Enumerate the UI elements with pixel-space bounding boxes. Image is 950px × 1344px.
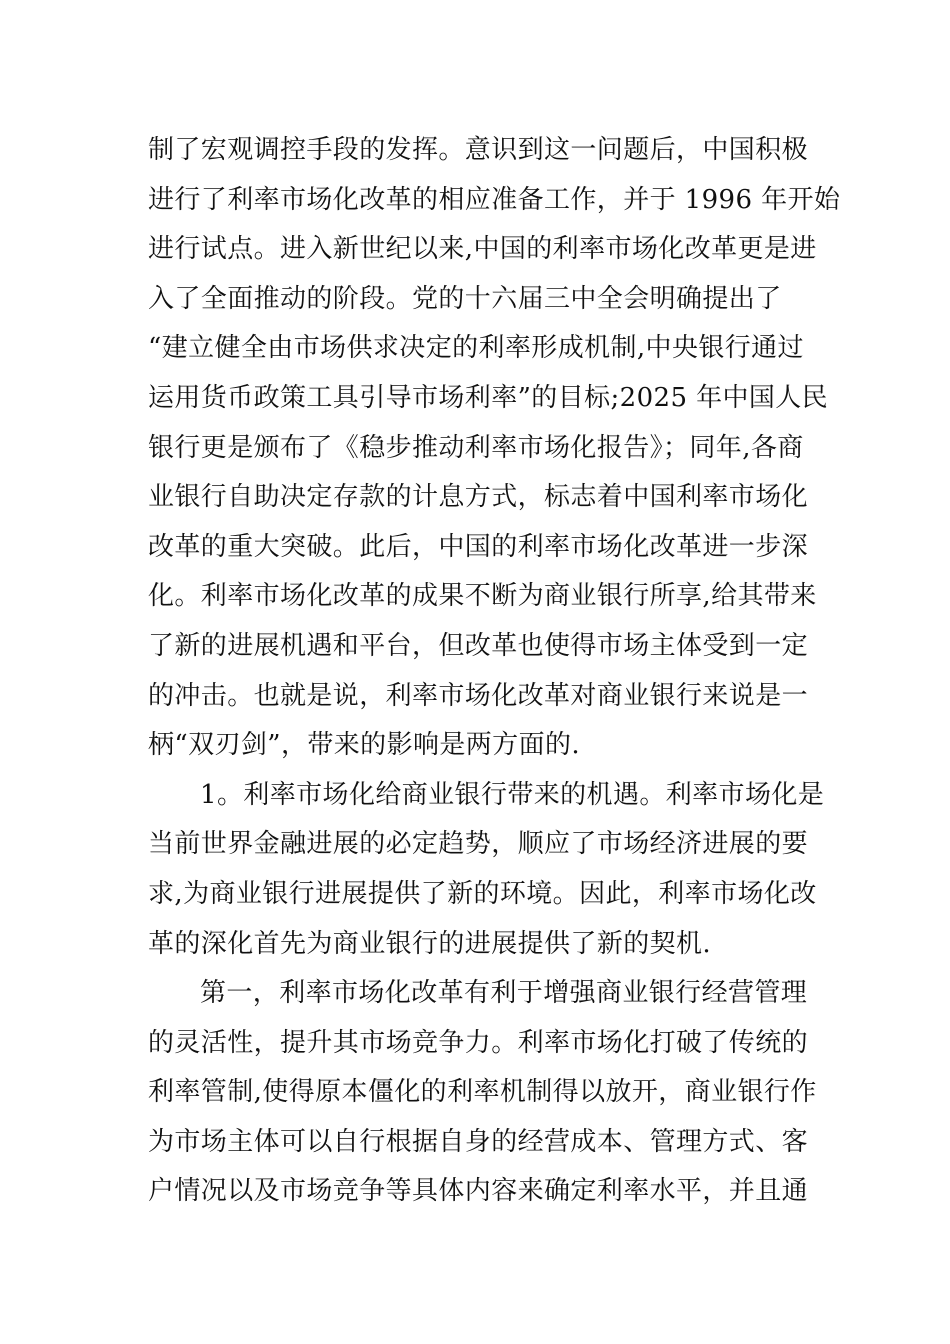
text-line: 求,为商业银行进展提供了新的环境。因此，利率市场化改	[148, 878, 817, 909]
paragraph-start-line: 第一，利率市场化改革有利于增强商业银行经营管理	[200, 978, 808, 1009]
text-line: 利率管制,使得原本僵化的利率机制得以放开，商业银行作	[148, 1077, 817, 1108]
text-line: 当前世界金融进展的必定趋势，顺应了市场经济进展的要	[148, 829, 809, 860]
text-line: 的冲击。也就是说，利率市场化改革对商业银行来说是一	[148, 680, 809, 711]
text-line: 柄“双刃剑”，带来的影响是两方面的.	[148, 730, 581, 761]
text-line: 进行试点。进入新世纪以来,中国的利率市场化改革更是进	[148, 234, 817, 265]
text-line: 银行更是颁布了《稳步推动利率市场化报告》；同年,各商	[148, 432, 804, 463]
text-line: 业银行自助决定存款的计息方式，标志着中国利率市场化	[148, 482, 809, 513]
text-line: “建立健全由市场供求决定的利率形成机制,中央银行通过	[148, 333, 804, 364]
text-line: 革的深化首先为商业银行的进展提供了新的契机.	[148, 928, 712, 959]
text-line: 运用货币政策工具引导市场利率”的目标;2025 年中国人民	[148, 382, 829, 413]
text-line: 制了宏观调控手段的发挥。意识到这一问题后，中国积极	[148, 135, 809, 165]
text-line: 为市场主体可以自行根据自身的经营成本、管理方式、客	[148, 1126, 809, 1157]
text-line: 户情况以及市场竞争等具体内容来确定利率水平，并且通	[148, 1176, 809, 1207]
text-line: 进行了利率市场化改革的相应准备工作，并于 1996 年开始	[148, 184, 841, 215]
text-line: 的灵活性，提升其市场竞争力。利率市场化打破了传统的	[148, 1027, 809, 1058]
text-line: 化。利率市场化改革的成果不断为商业银行所享,给其带来	[148, 581, 817, 612]
paragraph-start-line: 1。利率市场化给商业银行带来的机遇。利率市场化是	[200, 779, 825, 810]
text-line: 了新的进展机遇和平台，但改革也使得市场主体受到一定	[148, 630, 809, 661]
body-text	[148, 126, 841, 1217]
text-line: 改革的重大突破。此后，中国的利率市场化改革进一步深	[148, 531, 809, 562]
text-line: 入了全面推动的阶段。党的十六届三中全会明确提出了	[148, 283, 782, 314]
